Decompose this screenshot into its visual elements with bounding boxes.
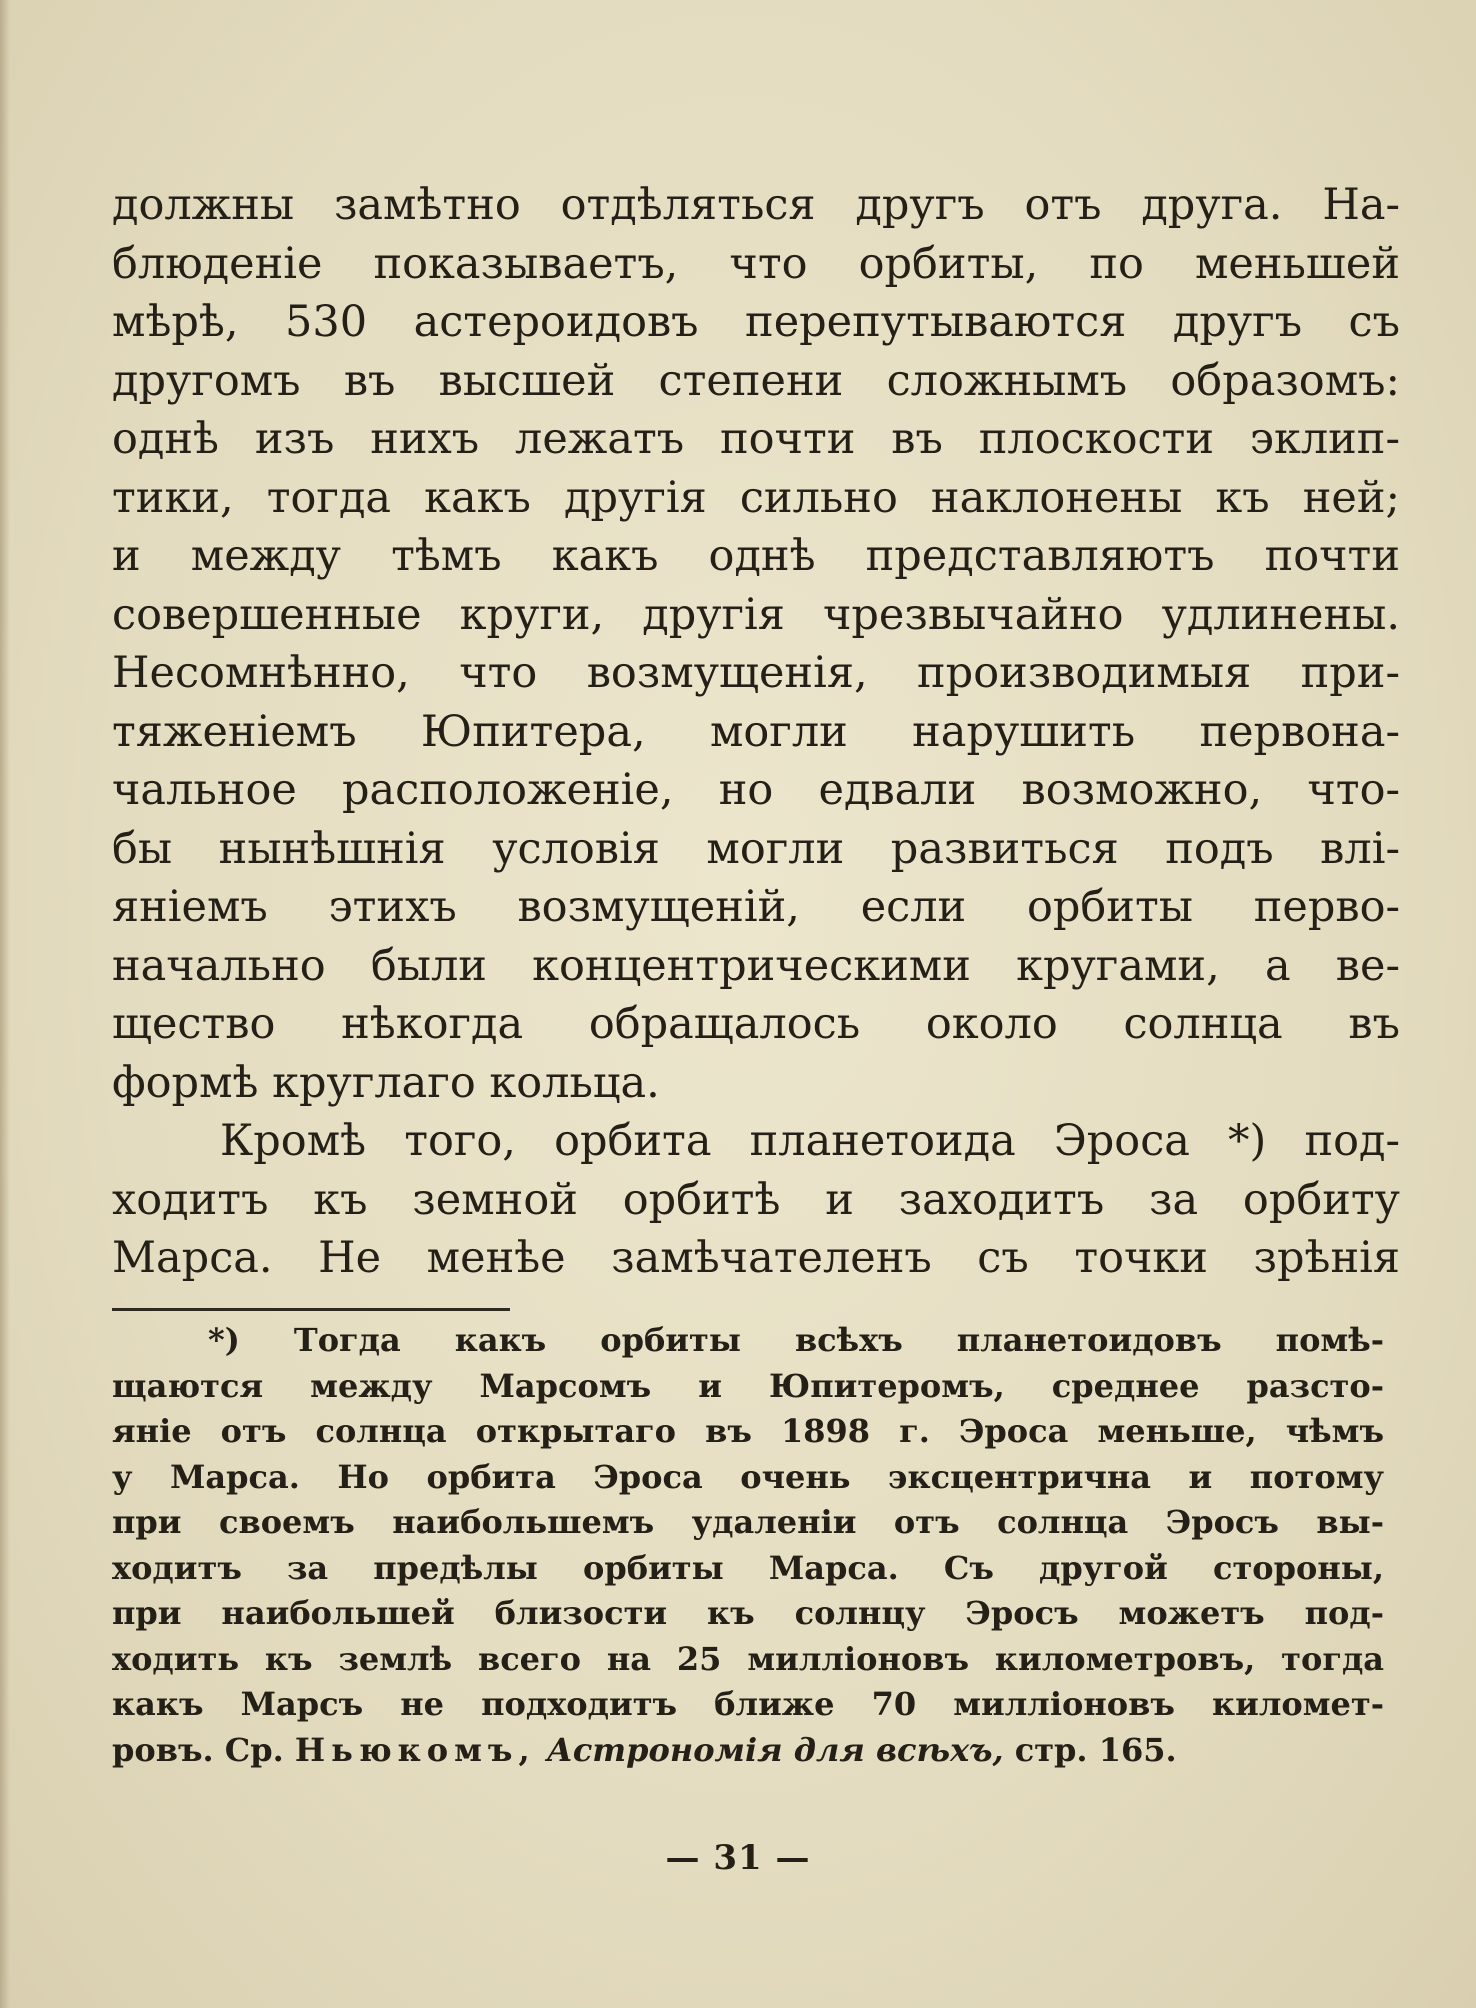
text-line: тики, тогда какъ другія сильно наклонены къ ней; [112, 472, 1400, 523]
text-line: и между тѣмъ какъ однѣ представляютъ почти [112, 531, 1400, 581]
citation-book-title: Астрономія для всѣхъ, [546, 1730, 1004, 1769]
text-line: должны замѣтно отдѣляться другъ отъ друга. На- [112, 180, 1400, 230]
footnote-line: ходитъ за предѣлы орбиты Марса. Съ другой стороны, [112, 1548, 1384, 1587]
text-line: тяженіемъ Юпитера, могли нарушить первона- [112, 706, 1400, 757]
text-line: ходитъ къ земной орбитѣ и заходитъ за орбиту [112, 1174, 1400, 1225]
footnote-divider [112, 1308, 510, 1311]
footnote-citation-line [112, 1728, 1384, 1774]
text-line: совершенные круги, другія чрезвычайно удлинены. [112, 589, 1400, 640]
footnote-line: у Марса. Но орбита Эроса очень эксцентрична и потому [112, 1457, 1384, 1496]
text-line: яніемъ этихъ возмущеній, если орбиты перво- [112, 882, 1400, 932]
text-line: начально были концентрическими кругами, а ве- [112, 940, 1400, 991]
page-edge-shadow [0, 0, 10, 2008]
footnote-line: щаются между Марсомъ и Юпитеромъ, среднее разсто- [112, 1366, 1384, 1405]
main-text [112, 176, 1400, 1288]
text-line: однѣ изъ нихъ лежатъ почти въ плоскости эклип- [112, 414, 1400, 464]
text-line: бы нынѣшнія условія могли развиться подъ влі- [112, 823, 1400, 874]
citation-author: Ньюкомъ, [294, 1730, 536, 1769]
footnote-line: *) Тогда какъ орбиты всѣхъ планетоидовъ помѣ- [208, 1321, 1384, 1359]
footnote-line: яніе отъ солнца открытаго въ 1898 г. Эроса меньше, чѣмъ [112, 1412, 1384, 1450]
citation-prefix: ровъ. Ср. [112, 1730, 284, 1769]
text-line: формѣ круглаго кольца. [112, 1057, 660, 1108]
text-line: Несомнѣнно, что возмущенія, производимыя при- [112, 648, 1400, 698]
citation-pages: стр. 165. [1014, 1730, 1177, 1769]
footnote-line: ходить къ землѣ всего на 25 милліоновъ километровъ, тогда [112, 1639, 1384, 1678]
text-line: чальное расположеніе, но едвали возможно, что- [112, 765, 1400, 815]
text-line: Марса. Не менѣе замѣчателенъ съ точки зрѣнія [112, 1233, 1400, 1283]
text-line: блюденіе показываетъ, что орбиты, по меньшей [112, 238, 1400, 289]
page-number: — 31 — [665, 1838, 811, 1878]
footnote-line: какъ Марсъ не подходитъ ближе 70 милліоновъ километ- [112, 1685, 1384, 1723]
text-line: мѣрѣ, 530 астероидовъ перепутываются другъ съ [112, 297, 1400, 347]
footnote-line: при наибольшей близости къ солнцу Эросъ можетъ под- [112, 1594, 1384, 1632]
footnote [112, 1318, 1384, 1773]
text-line: другомъ въ высшей степени сложнымъ образомъ: [112, 355, 1400, 406]
text-line: щество нѣкогда обращалось около солнца въ [112, 999, 1400, 1049]
footnote-line: при своемъ наибольшемъ удаленіи отъ солнца Эросъ вы- [112, 1503, 1384, 1541]
text-line: Кромѣ того, орбита планетоида Эроса *) под- [220, 1116, 1400, 1166]
